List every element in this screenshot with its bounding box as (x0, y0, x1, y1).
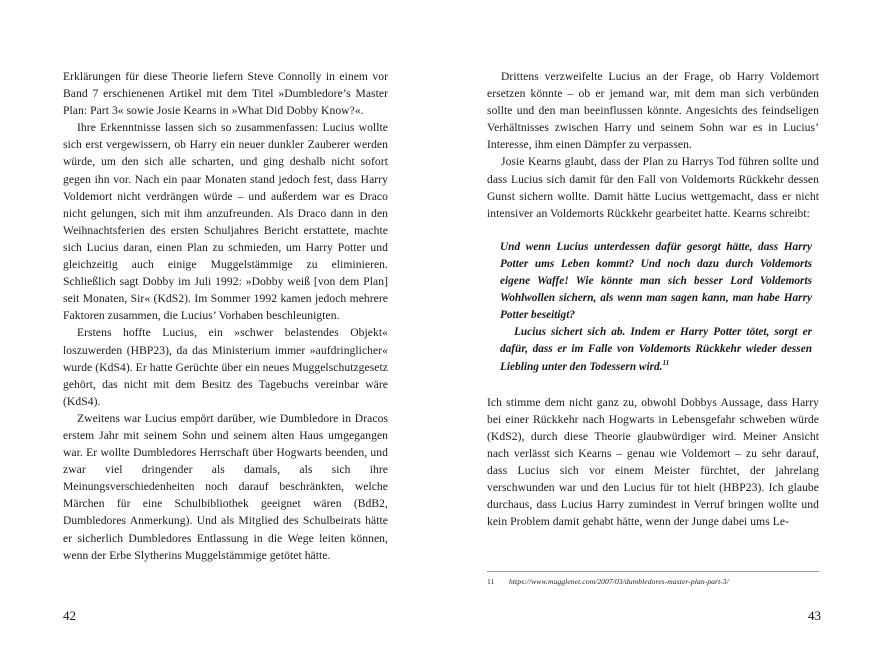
paragraph: Zweitens war Lucius empört darüber, wie Dumbledore in Dracos erstem Jahr mit seinem Sohn und seinem alten Haus umgegangen war. Er wollte Dumbledores Herrschaft über Hogwarts beenden, und zwar viel dringender als damals, als sich ihre Meinungsverschiedenheiten noch darauf beschränkten, welche Märchen für eine Schulbibliothek geeignet wären (BdB2, Dumbledores Anmerkung). Und als Mitglied des Schulbeirats hätte er sicherlich Dumbledores Entlassung in die Wege leiten können, wenn der Erbe Slytherins Muggelstämmige getötet hätte. (63, 411, 388, 562)
page-number-right: 43 (808, 608, 821, 623)
paragraph: Josie Kearns glaubt, dass der Plan zu Harrys Tod führen sollte und dass Lucius sich damit für den Fall von Voldemorts Rückkehr dessen Gunst sichern wollte. Damit hätte Lucius wettgemacht, dass er nicht intensiver an Voldemorts Rückkehr gearbeitet hatte. Kearns schreibt: (487, 155, 819, 220)
footnote-item (487, 576, 819, 587)
footnote-number: 11 (487, 577, 495, 586)
footnote-area (487, 571, 819, 587)
blockquote-paragraph (500, 324, 812, 375)
paragraph: Ihre Erkenntnisse lassen sich so zusammenfassen: Lucius wollte sich erst vergewissern, ob Harry ein neuer dunkler Zauberer werden würde, um den sich alle scharten, und ging deshalb nicht sofort gegen ihn vor. Nach ein paar Monaten stand jedoch fest, dass Harry Voldemort nicht verdrängen würde – und außerdem war es Draco nicht gelungen, sich mit ihm anzufreunden. Als Draco dann in den Weihnachtsferien des ersten Schuljahres Bericht erstattete, machte sich Lucius daran, einen Plan zu schmieden, um Harry Potter und gleichzeitig auch einige Muggelstämmige zu eliminieren. Schließlich sagt Dobby im Juli 1992: »Dobby weiß [von dem Plan] seit Monaten, Sir« (KdS2). Im Sommer 1992 kamen jedoch mehrere Faktoren zusammen, die Lucius’ Vorhaben beschleunigten. (63, 121, 388, 323)
page-number-left: 42 (63, 608, 76, 623)
blockquote-paragraph-text: Lucius sichert sich ab. Indem er Harry Potter tötet, sorgt er dafür, dass er im Falle von Voldemorts Rückkehr wieder dessen Liebling unter den Todessern wird. (500, 326, 812, 373)
paragraph: Erklärungen für diese Theorie liefern Steve Connolly in einem vor Band 7 erschienenen Artikel mit dem Titel »Dumbledore’s Master Plan: Part 3« sowie Josie Kearns in »What Did Dobby Know?«. (63, 70, 388, 118)
footnote-separator (487, 571, 819, 572)
paragraph: Erstens hoffte Lucius, ein »schwer belastendes Objekt« loszuwerden (HBP23), da das Ministerium immer »aufdringlicher« wurde (KdS4). Er hatte Gerüchte über ein neues Muggelschutzgesetz gehört, das nicht mit dem Besitz des Tagebuchs vereinbar wäre (KdS4). (63, 326, 388, 408)
right-page-textblock (487, 68, 819, 530)
blockquote-kearns (487, 239, 812, 376)
paragraph: Drittens verzweifelte Lucius an der Frage, ob Harry Voldemort ersetzen könnte – ob er jemand war, mit dem man sich verbünden sollte und den man beeinflussen könnte. Angesichts des feindseligen Verhältnisses zwischen Harry und seinem Sohn war es in Lucius’ Interesse, ihm einen Dämpfer zu verpassen. (487, 70, 819, 152)
footnote-url[interactable]: https://www.mugglenet.com/2007/03/dumbledores-master-plan-part-3/ (509, 577, 729, 586)
quote-bottom-spacer (487, 376, 819, 394)
left-page-textblock (63, 68, 388, 564)
footnote-reference[interactable]: 11 (662, 358, 670, 367)
page-right (437, 0, 874, 648)
quote-top-spacer (487, 222, 819, 239)
paragraph: Ich stimme dem nicht ganz zu, obwohl Dobbys Aussage, dass Harry bei einer Rückkehr nach Hogwarts in Lebensgefahr schweben würde (KdS2), durch diese Theorie glaubwürdiger wird. Meiner Ansicht nach verlässt sich Kearns – genau wie Voldemort – zu sehr darauf, dass Lucius sich vor einem Meister fürchtet, der jahrelang verschwunden war und den Lucius für tot hielt (HBP23). Ich glaube durchaus, dass Lucius Harry zumindest in Verruf bringen wollte und kein Problem damit gehabt hätte, wenn der Junge dabei ums Le- (487, 395, 819, 529)
blockquote-paragraph: Und wenn Lucius unterdessen dafür gesorgt hätte, dass Harry Potter ums Leben kommt? Und noch dazu durch Voldemorts eigene Waffe! Wie könnte man sich besser Lord Voldemorts Wohlwollen sichern, als wenn man sagen kann, man habe Harry Potter beseitigt? (500, 240, 812, 322)
